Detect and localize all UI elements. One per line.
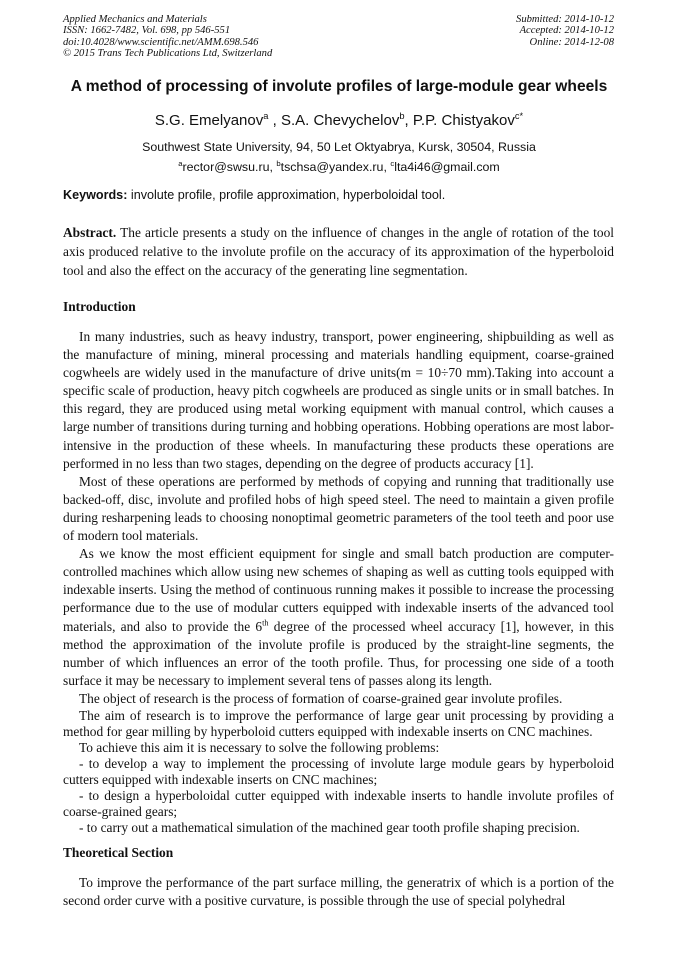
keywords [63, 188, 445, 202]
abstract [63, 223, 614, 280]
email-sup: b [276, 158, 281, 168]
email[interactable]: rector@swsu.ru, [182, 160, 277, 174]
authors [0, 112, 678, 129]
section-heading-theoretical: Theoretical Section [63, 845, 174, 860]
paragraph: To improve the performance of the part surface milling, the generatrix of which is a portion of the second order curve with a positive curvature, is possible through the use of special polyhedral [63, 875, 614, 909]
author-name: P.P. Chistyakov [412, 112, 515, 129]
list-item: - to carry out a mathematical simulation of the machined gear tooth profile shaping precision. [79, 819, 580, 835]
text: As we know the most efficient equipment for single and small batch production are computer-controlled machines which allow using new schemes of shaping as well as cutting tools equipped with indexable inserts. Using the method of continuous running makes it possible to increase the processing performance due to the use of modular cutters equipped with indexable inserts of the advanced tool materials, and also to provide the 6 [63, 546, 614, 634]
sep: , [404, 112, 413, 129]
paragraph: The aim of research is to improve the performance of large gear unit processing by providing a method for gear milling by hyperboloid cutters equipped with indexable inserts on CNC machines. [63, 707, 614, 739]
text: degree of the processed wheel accuracy [1], however, in this method the approximation of the involute profile is produced by the straight-line segments, the number of which influences an error of the tooth profile. Thus, for processing one side of a tooth surface it may be necessary to implement several tens of passes along its length. [63, 618, 614, 688]
author-sup: b [399, 111, 405, 121]
sep: , [268, 112, 281, 129]
accepted-date: Accepted: 2014-10-12 [519, 25, 614, 37]
list-item: - to develop a way to implement the processing of involute large module gears by hyperboloid cutters equipped with indexable inserts on CNC machines; [63, 755, 614, 787]
journal-info [63, 14, 272, 60]
section-heading-introduction: Introduction [63, 299, 136, 314]
list-item: - to design a hyperboloidal cutter equipped with indexable inserts to handle involute profiles of coarse-grained gears; [63, 787, 614, 819]
keywords-text: involute profile, profile approximation, hyperboloidal tool. [127, 188, 446, 202]
affiliation: Southwest State University, 94, 50 Let Oktyabrya, Kursk, 30504, Russia [142, 140, 536, 154]
paragraph: The object of research is the process of formation of coarse-grained gear involute profiles. [79, 690, 563, 706]
copyright: © 2015 Trans Tech Publications Ltd, Switzerland [63, 48, 273, 60]
paragraph: To achieve this aim it is necessary to solve the following problems: [79, 739, 440, 755]
abstract-text: The article presents a study on the influence of changes in the angle of rotation of the tool axis produced relative to the involute profile on the accuracy of its approximation of the hyperboloid tool and also the effect on the accuracy of the generating line segmentation. [63, 225, 614, 278]
theoretical-body [63, 874, 614, 910]
keywords-label: Keywords: [63, 188, 128, 202]
introduction-body [63, 328, 614, 836]
superscript: th [262, 618, 269, 628]
author-sup: c* [514, 111, 524, 121]
submitted-date: Submitted: 2014-10-12 [516, 14, 614, 25]
email-sup: a [178, 158, 183, 168]
issn: ISSN: 1662-7482, Vol. 698, pp 546-551 [63, 25, 231, 37]
paragraph [63, 545, 614, 690]
author-name: S.A. Chevychelov [280, 112, 400, 129]
doi: doi:10.4028/www.scientific.net/AMM.698.546 [63, 36, 259, 48]
paragraph: In many industries, such as heavy industry, transport, power engineering, shipbuilding as well as the manufacture of mining, mineral processing and materials handling equipment, coarse-grained cogwheels are widely used in the manufacture of drive units(m = 10÷70 mm).Taking into account a specific scale of production, heavy pitch cogwheels are produced as single units or in small batches. In this regard, they are produced using metal working equipment with manual control, which causes a large number of transitions during turning and hobbing operations. Hobbing operations are most labor-intensive in the production of these wheels. In manufacturing these products these operations are performed in no less than two stages, depending on the degree of products accuracy [1]. [63, 329, 614, 471]
online-date: Online: 2014-12-08 [529, 36, 614, 48]
dates [516, 14, 614, 48]
paper-title: A method of processing of involute profiles of large-module gear wheels [70, 78, 608, 95]
paragraph: Most of these operations are performed by methods of copying and running that traditionally use backed-off, disc, involute and profiled hobs of high speed steel. The need to maintain a given profile during resharpening leads to choosing nonoptimal geometric parameters of the tool teeth and poor use of modern tool materials. [63, 473, 614, 544]
abstract-label: Abstract. [63, 225, 117, 240]
author-sup: a [263, 111, 269, 121]
journal-name: Applied Mechanics and Materials [63, 14, 207, 25]
email-sup: c [390, 158, 395, 168]
author-name: S.G. Emelyanov [154, 112, 264, 129]
email[interactable]: lta4i46@gmail.com [394, 160, 500, 174]
email[interactable]: tschsa@yandex.ru, [280, 160, 391, 174]
emails [0, 160, 678, 174]
